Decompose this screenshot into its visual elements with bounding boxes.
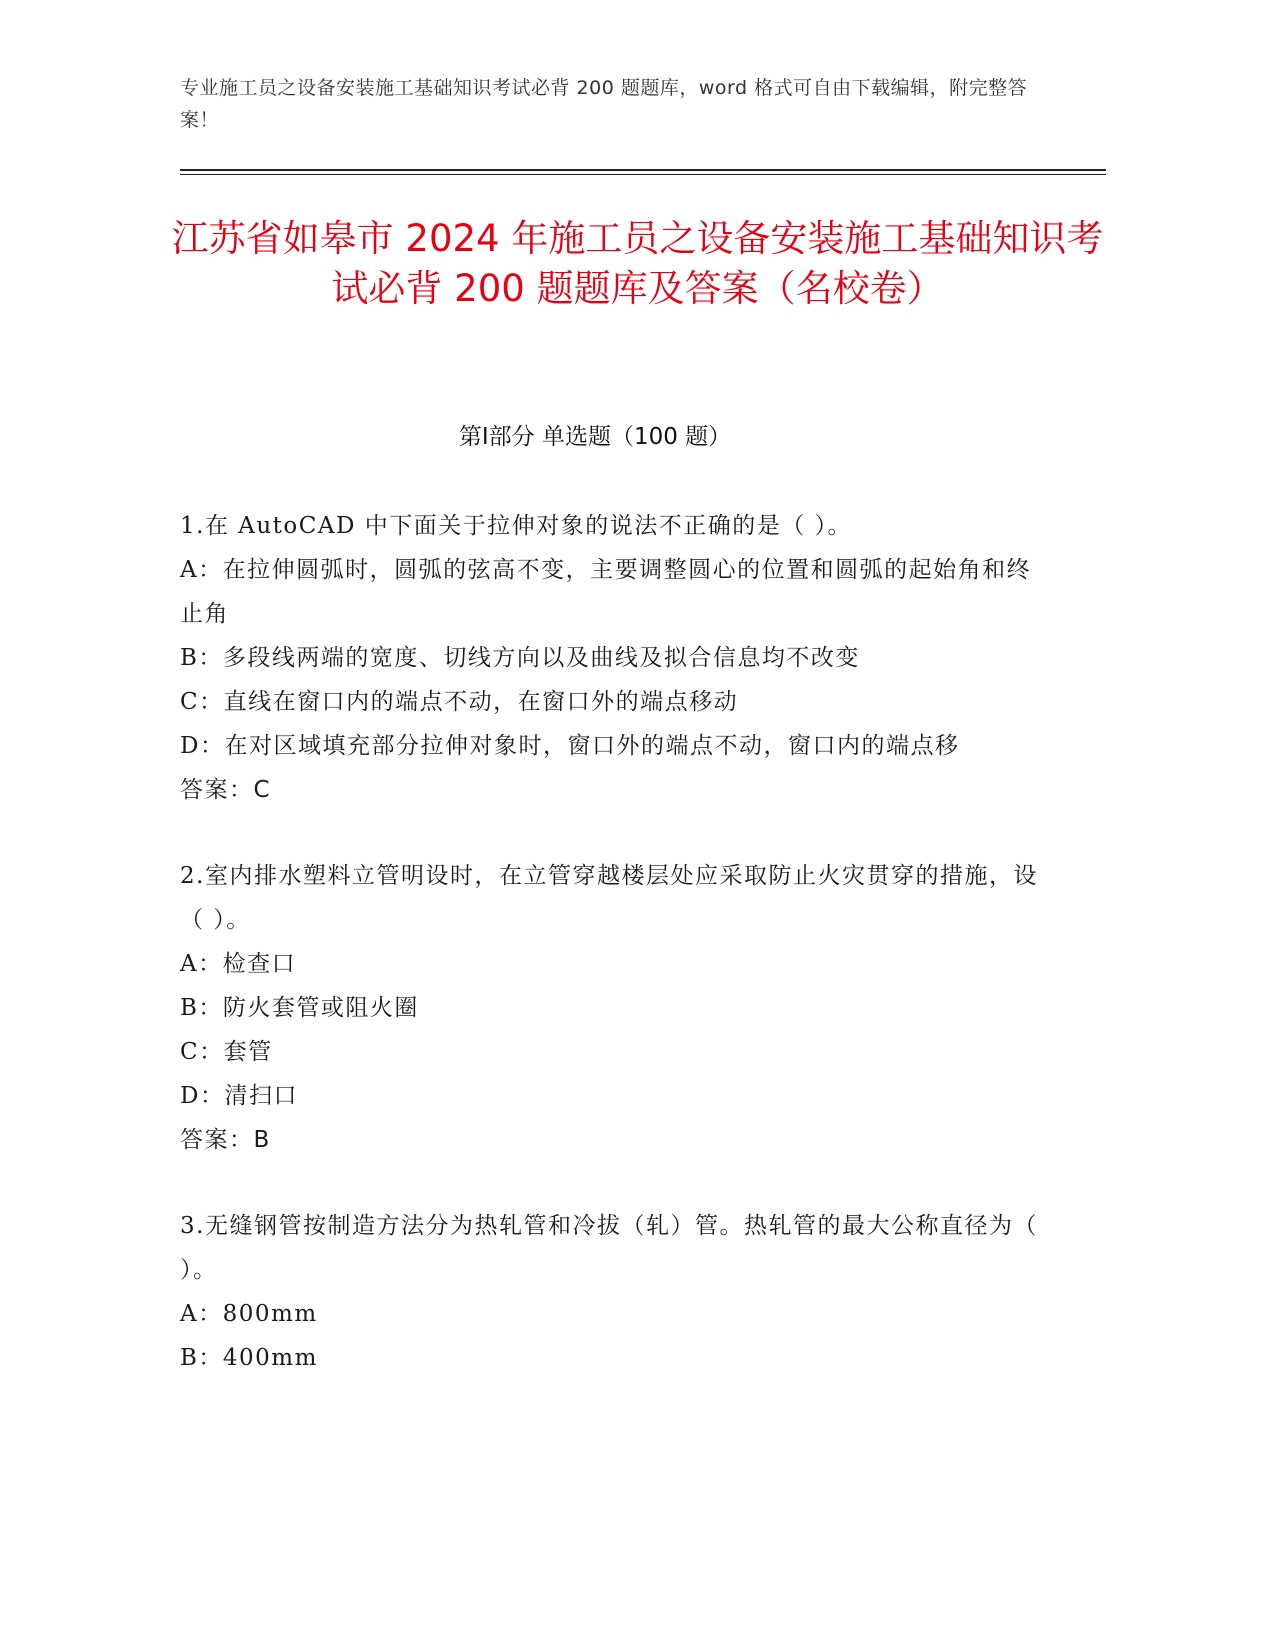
- header-note: 专业施工员之设备安装施工基础知识考试必背 200 题题库，word 格式可自由下载编辑，附完整答案！: [180, 77, 1028, 131]
- question-item: [180, 504, 1040, 812]
- question-list: [180, 504, 1040, 1422]
- question-stem: 1.在 AutoCAD 中下面关于拉伸对象的说法不正确的是（ ）。: [180, 513, 853, 539]
- question-option: B：防火套管或阻火圈: [180, 995, 419, 1021]
- question-item: [180, 1204, 1040, 1380]
- question-option: A：检查口: [180, 951, 297, 977]
- question-option: C：套管: [180, 1039, 273, 1065]
- question-stem: 3.无缝钢管按制造方法分为热轧管和冷拔（轧）管。热轧管的最大公称直径为（ ）。: [180, 1213, 1038, 1283]
- question-option: A：在拉伸圆弧时，圆弧的弦高不变，主要调整圆心的位置和圆弧的起始角和终止角: [180, 557, 1032, 627]
- section-title: 第Ⅰ部分 单选题（100 题）: [458, 424, 732, 450]
- question-answer: 答案：C: [180, 777, 272, 803]
- question-option: B：400mm: [180, 1345, 318, 1371]
- question-option: D：在对区域填充部分拉伸对象时，窗口外的端点不动，窗口内的端点移: [180, 733, 960, 759]
- question-option: B：多段线两端的宽度、切线方向以及曲线及拟合信息均不改变: [180, 645, 860, 671]
- header-divider: [180, 169, 1106, 171]
- question-option: D：清扫口: [180, 1083, 298, 1109]
- document-title: 江苏省如皋市 2024 年施工员之设备安装施工基础知识考试必背 200 题题库及答案（名校卷）: [171, 217, 1104, 310]
- question-answer: 答案：B: [180, 1127, 271, 1153]
- question-item: [180, 854, 1040, 1162]
- question-stem: 2.室内排水塑料立管明设时，在立管穿越楼层处应采取防止火灾贯穿的措施，设（ ）。: [180, 863, 1038, 933]
- question-option: C：直线在窗口内的端点不动，在窗口外的端点移动: [180, 689, 739, 715]
- header-divider-thin: [180, 174, 1106, 175]
- question-option: A：800mm: [180, 1301, 318, 1327]
